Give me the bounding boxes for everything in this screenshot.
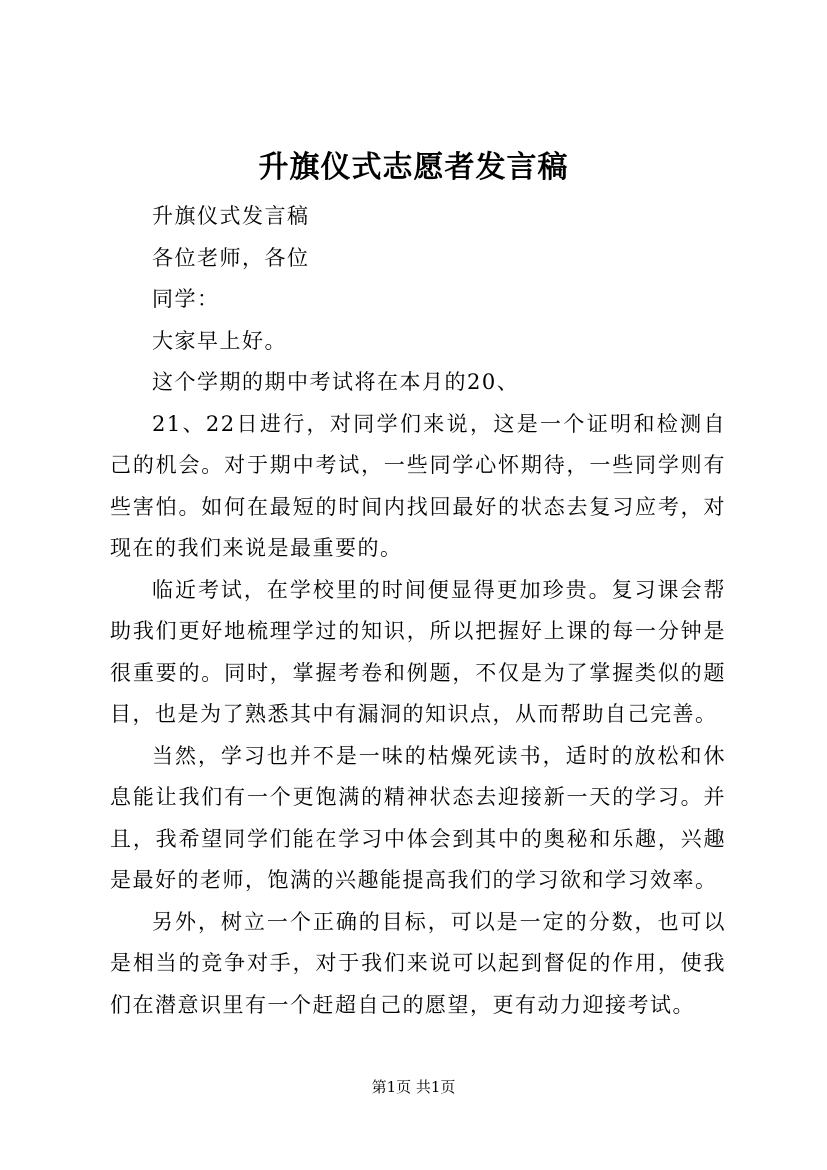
paragraph-goal: 另外，树立一个正确的目标，可以是一定的分数，也可以是相当的竞争对手，对于我们来说可以起到督促的作用，使我们在潜意识里有一个赶超自己的愿望，更有动力迎接考试。 xyxy=(110,909,726,1017)
document-title: 升旗仪式志愿者发言稿 xyxy=(258,150,569,185)
document-body xyxy=(110,196,726,1026)
paragraph-greeting: 大家早上好。 xyxy=(152,328,287,353)
paragraph-exam-dates: 21、22日进行，对同学们来说，这是一个证明和检测自己的机会。对于期中考试，一些同学心怀期待，一些同学则有些害怕。如何在最短的时间内找回最好的状态去复习应考，对现在的我们来说是最重要的。 xyxy=(110,411,726,560)
paragraph-salutation-2: 同学： xyxy=(152,287,220,311)
paragraph-relax: 当然，学习也并不是一味的枯燥死读书，适时的放松和休息能让我们有一个更饱满的精神状态去迎接新一天的学习。并且，我希望同学们能在学习中体会到其中的奥秘和乐趣，兴趣是最好的老师，饱满的兴趣能提高我们的学习欲和学习效率。 xyxy=(110,743,726,892)
paragraph-salutation-1: 各位老师，各位 xyxy=(152,245,310,270)
paragraph-heading: 升旗仪式发言稿 xyxy=(152,204,310,228)
paragraph-review: 临近考试，在学校里的时间便显得更加珍贵。复习课会帮助我们更好地梳理学过的知识，所以把握好上课的每一分钟是很重要的。同时，掌握考卷和例题，不仅是为了掌握类似的题目，也是为了熟悉其中有漏洞的知识点，从而帮助自己完善。 xyxy=(110,577,726,726)
paragraph-intro: 这个学期的期中考试将在本月的20、 xyxy=(152,370,520,394)
page-footer: 第1页 共1页 xyxy=(371,1078,456,1096)
